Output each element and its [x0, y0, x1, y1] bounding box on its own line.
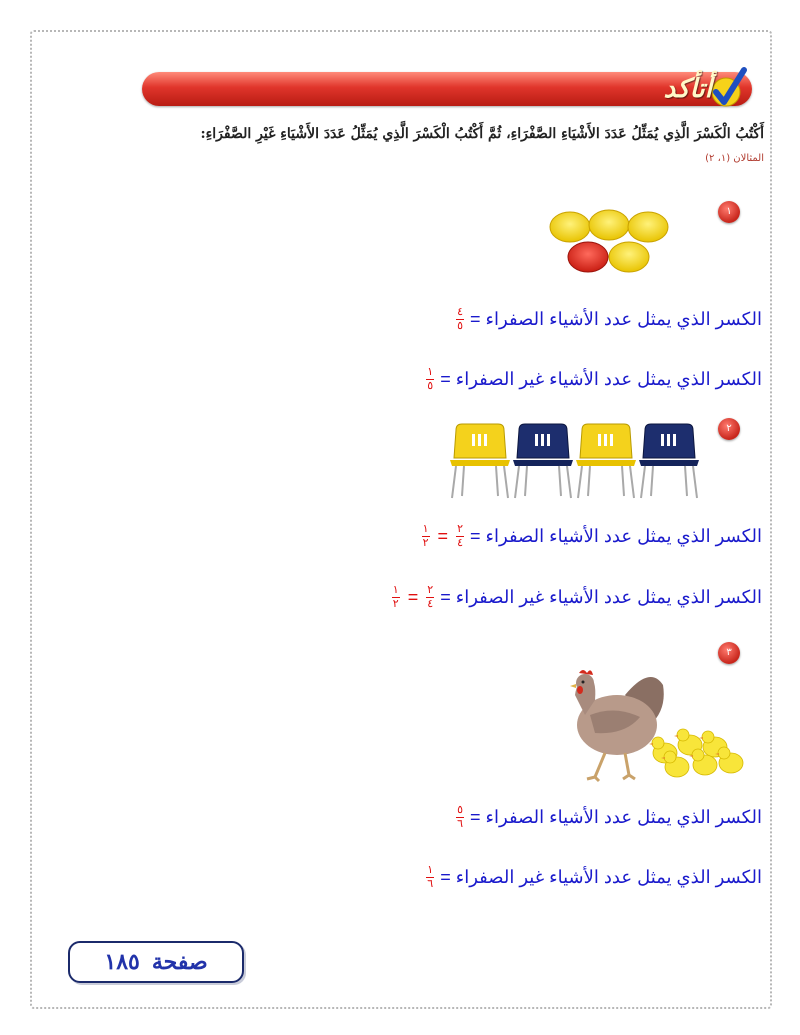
answer-line-not-yellow: الكسر الذي يمثل عدد الأشياء غير الصفراء = $\frac{٢}{٤}$ = $\frac{١}{٢}$ — [392, 584, 762, 610]
fraction: $\frac{٤}{٥}$ — [457, 306, 463, 332]
exercise-number-badge: ٢ — [718, 418, 740, 440]
fraction: $\frac{٢}{٤}$ — [457, 523, 463, 549]
fraction: $\frac{٢}{٤}$ — [427, 584, 434, 610]
answer-line-not-yellow — [424, 367, 762, 392]
page-number-box — [68, 941, 244, 983]
answer-label: الكسر الذي يمثل عدد الأشياء الصفراء = — [470, 807, 762, 827]
answer-label: الكسر الذي يمثل عدد الأشياء غير الصفراء = — [440, 587, 762, 607]
answer-label: الكسر الذي يمثل عدد الأشياء غير الصفراء = — [440, 867, 762, 887]
fraction: $\frac{١}{٢}$ — [422, 523, 429, 549]
fraction: $\frac{١}{٥}$ — [427, 366, 434, 392]
section-banner — [142, 72, 752, 106]
section-title: أتأكد — [663, 74, 712, 104]
fraction: $\frac{٥}{٦}$ — [457, 804, 463, 830]
answer-line-not-yellow — [424, 865, 762, 890]
page-label-text: صفحة — [151, 949, 208, 975]
plates-icon — [545, 205, 675, 285]
fraction: $\frac{١}{٦}$ — [427, 864, 434, 890]
answer-line-yellow — [454, 805, 762, 830]
fraction: $\frac{١}{٢}$ — [392, 584, 399, 610]
page-number: ١٨٥ — [104, 949, 140, 975]
instruction-text: أَكْتُبُ الْكَسْرَ الَّذِي يُمَثِّلُ عَدَدَ الأَشْيَاءِ الصَّفْرَاءِ، ثُمَّ أَكْتُبُ الْكَسْرَ الَّذِي يُمَثِّلُ عَدَدَ الأَشْيَاءِ غَيْرِ الصَّفْرَاءِ: — [200, 126, 764, 142]
exercise-number-badge: ١ — [718, 201, 740, 223]
answer-label: الكسر الذي يمثل عدد الأشياء الصفراء = — [470, 309, 762, 329]
answer-label: الكسر الذي يمثل عدد الأشياء غير الصفراء = — [440, 369, 762, 389]
hen-and-chicks-icon — [555, 655, 755, 785]
answer-line-yellow — [454, 307, 762, 332]
exercise-number-badge: ٣ — [718, 642, 740, 664]
example-reference: المثالان (١، ٢) — [705, 153, 764, 164]
chairs-icon — [450, 418, 700, 500]
answer-label: الكسر الذي يمثل عدد الأشياء الصفراء = — [470, 526, 762, 546]
checkmark-icon — [708, 66, 748, 110]
answer-line-yellow: الكسر الذي يمثل عدد الأشياء الصفراء = $\frac{٢}{٤}$ = $\frac{١}{٢}$ — [422, 523, 762, 549]
page-frame — [30, 30, 772, 1009]
